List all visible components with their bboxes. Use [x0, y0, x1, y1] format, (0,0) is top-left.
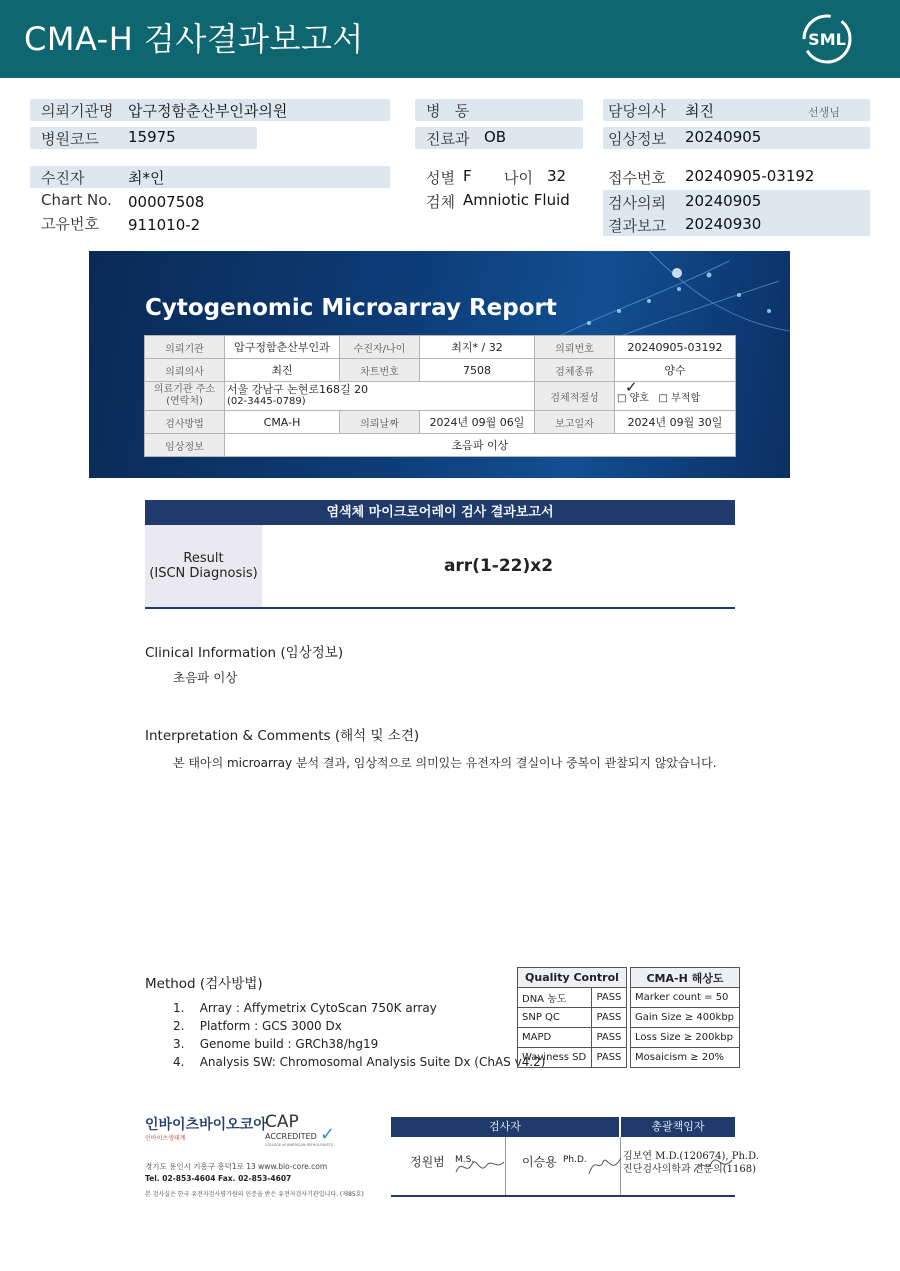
resolution-header: CMA-H 해상도 — [631, 968, 740, 988]
qc-table — [517, 967, 627, 1068]
id-label: 고유번호 — [41, 215, 99, 233]
result-value: arr(1-22)x2 — [443, 556, 554, 576]
cap-accredited: ACCREDITED — [265, 1132, 317, 1141]
doctor-suffix: 선생님 — [808, 106, 840, 119]
interpretation-heading: Interpretation & Comments (해석 및 소견) — [145, 728, 420, 744]
examiner1-name: 정원범 — [410, 1155, 445, 1169]
clin-label: 임상정보 — [145, 434, 225, 457]
qc-status: PASS — [592, 988, 627, 1008]
result-label-line2: (ISCN Diagnosis) — [149, 566, 258, 581]
chart-value: 00007508 — [128, 193, 205, 211]
resolution-item: Marker count = 50 — [631, 988, 740, 1008]
qc-item: Waviness SD — [518, 1048, 592, 1068]
name-value: 최*인 — [128, 169, 165, 187]
resolution-item: Gain Size ≥ 400kbp — [631, 1008, 740, 1028]
banner-info-table — [144, 335, 736, 457]
interpretation-text: 본 태아의 microarray 분석 결과, 임상적으로 의미있는 유전자의 결실이나 중복이 관찰되지 않았습니다. — [173, 756, 717, 770]
dept-label: 진료과 — [426, 130, 470, 148]
method-label: 검사방법 — [145, 411, 225, 434]
receipt-label: 접수번호 — [608, 169, 666, 187]
clinical-label: 임상정보 — [608, 130, 666, 148]
specimen-label: 검체 — [426, 193, 455, 211]
check-mark-icon: ✓ — [625, 378, 638, 396]
cell-label: 의뢰의사 — [145, 359, 225, 382]
checkbox-ok-icon: □ — [617, 392, 627, 404]
clin-value: 초음파 이상 — [225, 434, 736, 457]
cell-label: 의뢰기관 — [145, 336, 225, 359]
director-line2: 진단검사의학과 전문의(1168) — [623, 1164, 757, 1175]
hospital-label: 의뢰기관명 — [41, 102, 114, 120]
qc-status: PASS — [592, 1028, 627, 1048]
method-item: 2. Platform : GCS 3000 Dx — [173, 1019, 342, 1033]
clinical-heading: Clinical Information (임상정보) — [145, 645, 344, 661]
suit-bad: 부적합 — [671, 392, 701, 404]
examiner2-degree: Ph.D. — [563, 1155, 587, 1165]
req-date-value: 2024년 09월 06일 — [420, 411, 535, 434]
addr-value: 서울 강남구 논현로168길 20 — [227, 383, 369, 396]
suit-cell — [615, 378, 736, 411]
qc-status: PASS — [592, 1008, 627, 1028]
suit-ok: 양호 — [629, 392, 649, 404]
director-header: 총괄책임자 — [621, 1117, 735, 1137]
specimen-value: Amniotic Fluid — [463, 191, 570, 209]
cell-value: 최지* / 32 — [420, 336, 535, 359]
examiner2-name: 이승용 — [522, 1155, 557, 1169]
examiner-header: 검사자 — [391, 1117, 619, 1137]
sign-bottom-line — [391, 1195, 735, 1197]
cell-value: 압구정함춘산부인과 — [225, 336, 340, 359]
resolution-table — [630, 967, 740, 1068]
report-title: CMA-H 검사결과보고서 — [24, 20, 364, 58]
request-value: 20240905 — [685, 192, 762, 210]
banner-title: Cytogenomic Microarray Report — [145, 295, 557, 321]
cell-value: 양수 — [615, 359, 736, 382]
report-banner — [89, 251, 790, 478]
req-date-label: 의뢰날짜 — [340, 411, 420, 434]
result-divider — [145, 607, 735, 609]
sml-logo — [800, 12, 854, 66]
sex-value: F — [463, 167, 472, 185]
suit-label: 검체적절성 — [535, 382, 615, 411]
addr-cell — [225, 382, 535, 411]
result-label-line1: Result — [183, 551, 224, 566]
resolution-item: Loss Size ≥ 200kbp — [631, 1028, 740, 1048]
qc-item: MAPD — [518, 1028, 592, 1048]
name-label: 수진자 — [41, 169, 85, 187]
qc-item: DNA 농도 — [518, 988, 592, 1008]
dept-value: OB — [484, 128, 507, 146]
clinical-text: 초음파 이상 — [173, 670, 238, 685]
resolution-item: Mosaicism ≥ 20% — [631, 1048, 740, 1068]
result-title-bar: 염색체 마이크로어레이 검사 결과보고서 — [145, 500, 735, 525]
phone-value: (02-3445-0789) — [227, 396, 306, 407]
hospital-value: 압구정함춘산부인과의원 — [128, 102, 288, 120]
cap-check-icon: ✓ — [320, 1124, 336, 1145]
receipt-value: 20240905-03192 — [685, 167, 815, 185]
qc-status: PASS — [592, 1048, 627, 1068]
method-value: CMA-H — [225, 411, 340, 434]
svg-text:SML: SML — [808, 30, 846, 49]
qc-header: Quality Control — [518, 968, 627, 988]
cell-label: 차트번호 — [340, 359, 420, 382]
cell-label: 검체종류 — [535, 359, 615, 382]
cap-tiny: COLLEGE of AMERICAN PATHOLOGISTS — [265, 1143, 333, 1147]
report-label: 결과보고 — [608, 217, 666, 235]
age-value: 32 — [547, 167, 567, 185]
rep-date-value: 2024년 09월 30일 — [615, 411, 736, 434]
report-value: 20240930 — [685, 215, 762, 233]
examiner1-signature — [452, 1150, 507, 1180]
doctor-value: 최진 — [685, 102, 714, 120]
rep-date-label: 보고일자 — [535, 411, 615, 434]
company-name: 인바이츠바이오코아 — [145, 1117, 267, 1133]
cell-label: 수진자/나이 — [340, 336, 420, 359]
qc-item: SNP QC — [518, 1008, 592, 1028]
company-note: 본 검사실은 한국 유전자검사평가원의 인증을 받은 유전자검사기관입니다. (제85호) — [145, 1191, 364, 1198]
sex-label: 성별 — [426, 169, 455, 187]
company-tel: Tel. 02-853-4604 Fax. 02-853-4607 — [145, 1174, 292, 1183]
addr-label: 의료기관 주소 (연락처) — [145, 382, 225, 411]
result-label-box — [145, 525, 262, 608]
cap-logo: CAP — [265, 1112, 299, 1132]
checkbox-bad-icon: □ — [658, 392, 668, 404]
ward-label: 병 동 — [426, 102, 470, 120]
company-sub: 인바이츠생태계 — [145, 1135, 186, 1142]
examiner2-signature — [585, 1150, 625, 1180]
clinical-value: 20240905 — [685, 128, 762, 146]
cell-label: 의뢰번호 — [535, 336, 615, 359]
cell-value: 7508 — [420, 359, 535, 382]
code-label: 병원코드 — [41, 130, 99, 148]
doctor-label: 담당의사 — [608, 102, 666, 120]
director-line1: 김보연 M.D.(120674), Ph.D. — [623, 1151, 759, 1162]
code-value: 15975 — [128, 128, 176, 146]
method-item: 4. Analysis SW: Chromosomal Analysis Suite Dx (ChAS v4.2) — [173, 1055, 546, 1069]
director-signature — [690, 1150, 735, 1180]
cell-value: 20240905-03192 — [615, 336, 736, 359]
request-label: 검사의뢰 — [608, 194, 666, 212]
examiner1-degree: M.S. — [455, 1155, 475, 1165]
method-item: 3. Genome build : GRCh38/hg19 — [173, 1037, 379, 1051]
cell-value: 최진 — [225, 359, 340, 382]
method-item: 1. Array : Affymetrix CytoScan 750K array — [173, 1001, 437, 1015]
chart-label: Chart No. — [41, 191, 112, 209]
id-value: 911010-2 — [128, 216, 201, 234]
method-heading: Method (검사방법) — [145, 976, 263, 992]
company-address: 경기도 용인시 기흥구 흥덕1로 13 www.bio-core.com — [145, 1162, 328, 1171]
age-label: 나이 — [504, 169, 533, 187]
